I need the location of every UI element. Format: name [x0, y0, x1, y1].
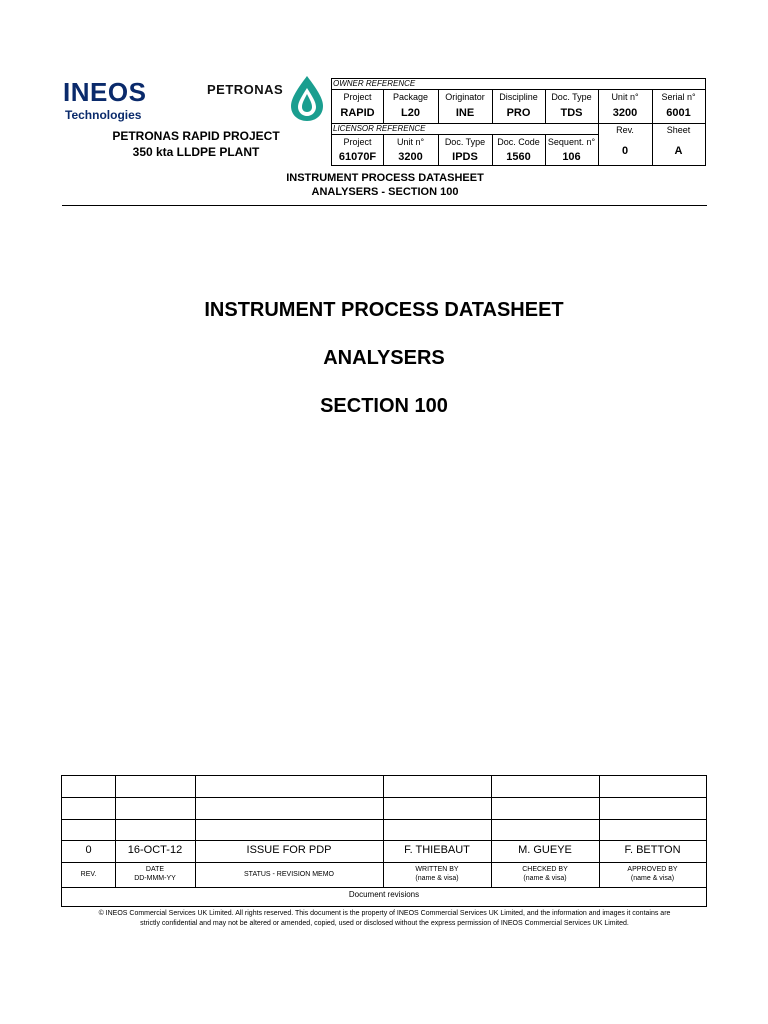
written-column-label — [383, 865, 491, 883]
owner-value-package: L20 — [401, 107, 420, 119]
revision-table — [61, 775, 707, 907]
ineos-logo — [63, 78, 146, 106]
petronas-drop-icon — [286, 74, 328, 122]
header-title-line-1: INSTRUMENT PROCESS DATASHEET — [286, 172, 484, 184]
revision-rev: 0 — [85, 844, 92, 856]
owner-value-discipline: PRO — [506, 107, 531, 119]
owner-header-unit: Unit n° — [611, 92, 639, 102]
project-title — [96, 128, 296, 160]
written-label-line-1: WRITTEN BY — [415, 866, 459, 873]
project-line-2: 350 kta LLDPE PLANT — [132, 145, 260, 159]
revision-memo: ISSUE FOR PDP — [246, 844, 332, 856]
main-section: SECTION 100 — [320, 395, 448, 417]
owner-value-serial: 6001 — [666, 107, 691, 119]
licensor-header-project: Project — [343, 137, 372, 147]
owner-header-package: Package — [392, 92, 429, 102]
approved-label-line-1: APPROVED BY — [627, 866, 678, 873]
copyright-notice — [62, 909, 707, 929]
checked-column-label — [491, 865, 599, 883]
rev-column-label: REV. — [80, 871, 97, 878]
rev-label: Rev. — [616, 125, 634, 135]
approved-column-label — [599, 865, 706, 883]
owner-value-originator: INE — [455, 107, 475, 119]
owner-header-project: Project — [343, 92, 372, 102]
ineos-technologies-label: Technologies — [65, 108, 142, 122]
reference-grid — [331, 78, 706, 166]
owner-header-serial: Serial n° — [661, 92, 696, 102]
owner-header-originator: Originator — [445, 92, 485, 102]
revision-date: 16-OCT-12 — [127, 844, 183, 856]
revision-written-by: F. THIEBAUT — [404, 844, 470, 856]
owner-header-doc-type: Doc. Type — [551, 92, 592, 102]
main-subtitle: ANALYSERS — [323, 347, 445, 369]
copyright-line-1: © INEOS Commercial Services UK Limited. All rights reserved. This document is the property of INEOS Commercial Services UK Limited, and the information and images it contains are — [98, 910, 671, 917]
licensor-header-doc-type: Doc. Type — [444, 137, 486, 147]
licensor-header-unit: Unit n° — [396, 137, 425, 147]
memo-column-label: STATUS - REVISION MEMO — [244, 871, 334, 878]
sheet-value: A — [674, 145, 683, 157]
copyright-line-2: strictly confidential and may not be altered or amended, copied, used or disclosed without the express permission of INEOS Commercial Services UK Limited. — [140, 920, 629, 927]
licensor-value-project: 61070F — [338, 151, 377, 163]
project-line-1: PETRONAS RAPID PROJECT — [112, 129, 280, 143]
written-label-line-2: (name & visa) — [415, 875, 459, 882]
owner-value-unit: 3200 — [612, 107, 638, 119]
document-revisions-caption: Document revisions — [348, 890, 420, 899]
revision-approved-by: F. BETTON — [624, 844, 681, 856]
checked-label-line-2: (name & visa) — [523, 875, 567, 882]
rev-value: 0 — [621, 145, 629, 157]
approved-label-line-2: (name & visa) — [630, 875, 675, 882]
licensor-value-sequent: 106 — [562, 151, 581, 163]
date-label-line-1: DATE — [145, 866, 165, 873]
owner-value-project: RAPID — [340, 107, 375, 119]
header-title-line-2: ANALYSERS - SECTION 100 — [311, 186, 459, 198]
owner-header-discipline: Discipline — [499, 92, 538, 102]
header-divider — [62, 205, 707, 206]
licensor-value-doc-type: IPDS — [452, 151, 478, 163]
checked-label-line-1: CHECKED BY — [522, 866, 568, 873]
main-title: INSTRUMENT PROCESS DATASHEET — [204, 299, 564, 321]
sheet-label: Sheet — [666, 125, 691, 135]
licensor-header-doc-code: Doc. Code — [497, 137, 540, 147]
licensor-value-doc-code: 1560 — [506, 151, 531, 163]
licensor-value-unit: 3200 — [398, 151, 423, 163]
header-title — [250, 171, 520, 199]
petronas-logo-text: PETRONAS — [207, 82, 284, 97]
date-column-label — [115, 865, 195, 883]
revision-checked-by: M. GUEYE — [518, 844, 572, 856]
licensor-reference-label: LICENSOR REFERENCE — [333, 124, 426, 133]
owner-value-doc-type: TDS — [560, 107, 583, 119]
owner-reference-label: OWNER REFERENCE — [333, 79, 416, 88]
licensor-header-sequent: Sequent. n° — [547, 137, 596, 147]
ineos-logo-text: INEOS — [63, 77, 147, 107]
date-label-line-2: DD-MMM-YY — [134, 875, 176, 882]
